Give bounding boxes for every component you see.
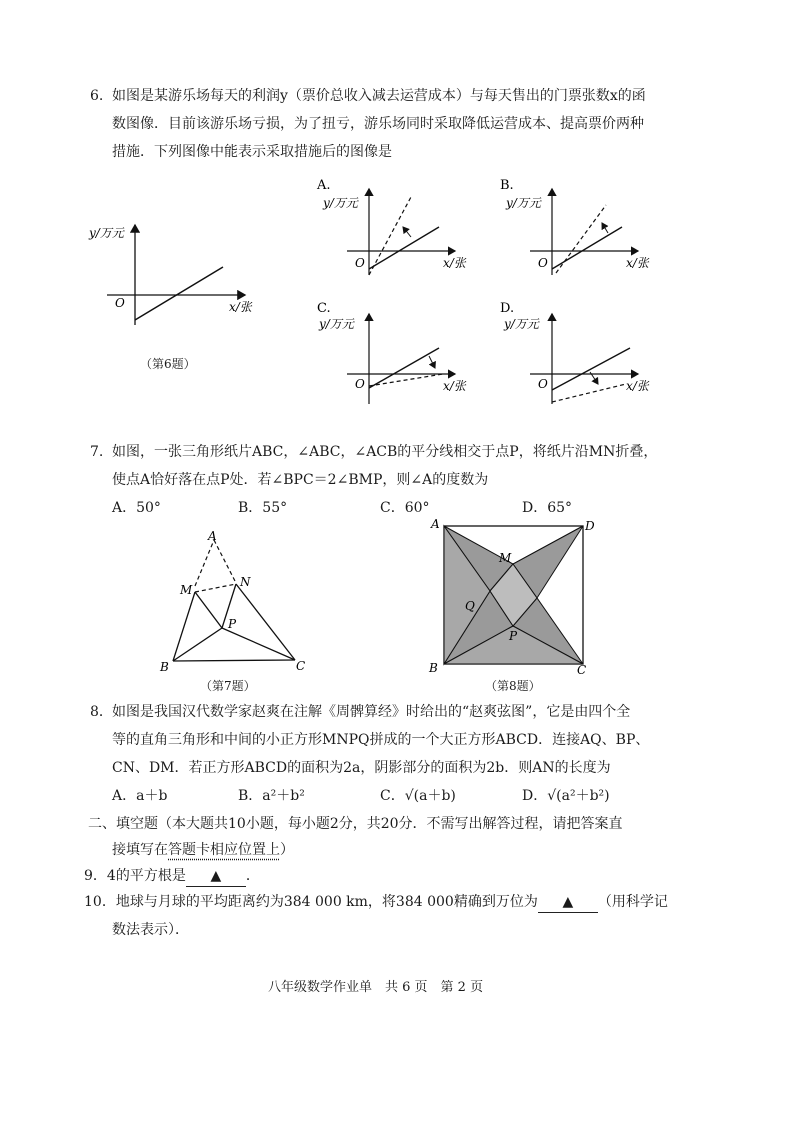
svg-text:y/万元: y/万元 xyxy=(506,196,541,210)
svg-text:Q: Q xyxy=(465,599,475,613)
q10-line2: 数法表示）． xyxy=(112,922,189,938)
q7-text-line1: 如图，一张三角形纸片ABC，∠ABC，∠ACB的平分线相交于点P，将纸片沿MN折叠， xyxy=(112,444,658,460)
profit-line xyxy=(135,267,223,320)
q7-choice-b: B．55° xyxy=(238,500,288,516)
q7-choice-c: C．60° xyxy=(380,500,430,516)
q8-caption: （第8题） xyxy=(485,679,541,693)
svg-text:B: B xyxy=(429,661,438,675)
q7-choice-a: A．50° xyxy=(112,500,161,516)
q9-line: 9．4的平方根是 ▲ ． xyxy=(84,866,260,887)
q8-text-line2: 等的直角三角形和中间的小正方形MNPQ拼成的一个大正方形ABCD．连接AQ、BP、 xyxy=(112,732,650,748)
section2-title: 二、填空题（本大题共10小题，每小题2分，共20分．不需写出解答过程，请把答案直 xyxy=(88,816,623,832)
q6-text-line2: 数图像．目前该游乐场亏损，为了扭亏，游乐场同时采取降低运营成本、提高票价两种 xyxy=(112,116,644,132)
svg-text:C: C xyxy=(296,659,306,673)
section2-line2: 接填写在答题卡相应位置上） xyxy=(112,842,294,858)
origin-label: O xyxy=(115,296,125,310)
page-footer: 八年级数学作业单 共 6 页 第 2 页 xyxy=(268,980,484,995)
q6-text-line3: 措施．下列图像中能表示采取措施后的图像是 xyxy=(112,144,392,160)
q8-choice-a: A．a＋b xyxy=(112,788,168,804)
q8-text-line3: CN、DM．若正方形ABCD的面积为2a，阴影部分的面积为2b．则AN的长度为 xyxy=(112,760,611,776)
option-a-label: A. xyxy=(317,178,331,193)
q7-caption: （第7题） xyxy=(200,679,256,693)
q6-option-c-graph xyxy=(315,298,475,410)
q8-choice-d: D．√(a²＋b²) xyxy=(522,788,610,804)
svg-text:D: D xyxy=(585,519,595,533)
option-b-label: B. xyxy=(500,178,514,193)
q7-text-line2: 使点A恰好落在点P处．若∠BPC＝2∠BMP，则∠A的度数为 xyxy=(112,472,489,488)
option-d-label: D. xyxy=(500,301,515,316)
svg-text:P: P xyxy=(509,629,518,643)
svg-text:M: M xyxy=(180,583,193,597)
svg-text:x/张: x/张 xyxy=(626,256,649,270)
svg-text:y/万元: y/万元 xyxy=(319,317,354,331)
answer-sheet-emphasis: 答题卡相应位置上 xyxy=(168,842,280,858)
q7-number: 7. xyxy=(90,444,104,460)
q6-text-line1: 如图是某游乐场每天的利润y（票价总收入减去运营成本）与每天售出的门票张数x的函 xyxy=(112,88,646,104)
y-axis-label: y/万元 xyxy=(89,226,124,240)
svg-text:N: N xyxy=(240,575,251,589)
q9-answer-blank: ▲ xyxy=(186,866,246,887)
svg-text:x/张: x/张 xyxy=(443,379,466,393)
q8-text-line1: 如图是我国汉代数学家赵爽在注解《周髀算经》时给出的“赵爽弦图”，它是由四个全 xyxy=(112,704,631,720)
svg-text:O: O xyxy=(538,256,548,270)
svg-text:A: A xyxy=(431,517,440,531)
q10-answer-blank: ▲ xyxy=(538,892,598,913)
q6-option-b-graph xyxy=(498,175,658,280)
svg-text:O: O xyxy=(355,256,365,270)
q6-option-a-graph xyxy=(315,175,475,280)
q8-choice-c: C．√(a＋b) xyxy=(380,788,456,804)
q6-main-graph xyxy=(85,215,285,335)
q6-number: 6. xyxy=(90,88,104,104)
svg-text:y/万元: y/万元 xyxy=(323,196,358,210)
svg-text:P: P xyxy=(228,617,237,631)
svg-text:B: B xyxy=(160,660,169,673)
svg-text:A: A xyxy=(208,529,217,543)
q7-figure xyxy=(150,528,320,673)
q8-choice-b: B．a²＋b² xyxy=(238,788,305,804)
svg-text:x/张: x/张 xyxy=(626,379,649,393)
q10-line1: 10．地球与月球的平均距离约为384 000 km，将384 000精确到万位为 ▲ （用科学记 xyxy=(84,892,668,913)
svg-text:x/张: x/张 xyxy=(443,256,466,270)
svg-text:O: O xyxy=(538,377,548,391)
q6-option-d-graph xyxy=(498,298,658,410)
q8-number: 8． xyxy=(90,704,113,720)
svg-text:O: O xyxy=(355,377,365,391)
q8-figure xyxy=(425,516,595,676)
svg-text:C: C xyxy=(577,663,587,676)
x-axis-label: x/张 xyxy=(229,300,252,314)
q7-choice-d: D．65° xyxy=(522,500,573,516)
svg-text:y/万元: y/万元 xyxy=(504,317,539,331)
option-c-label: C. xyxy=(317,301,331,316)
q6-caption: （第6题） xyxy=(140,357,196,371)
svg-text:M: M xyxy=(499,551,512,565)
